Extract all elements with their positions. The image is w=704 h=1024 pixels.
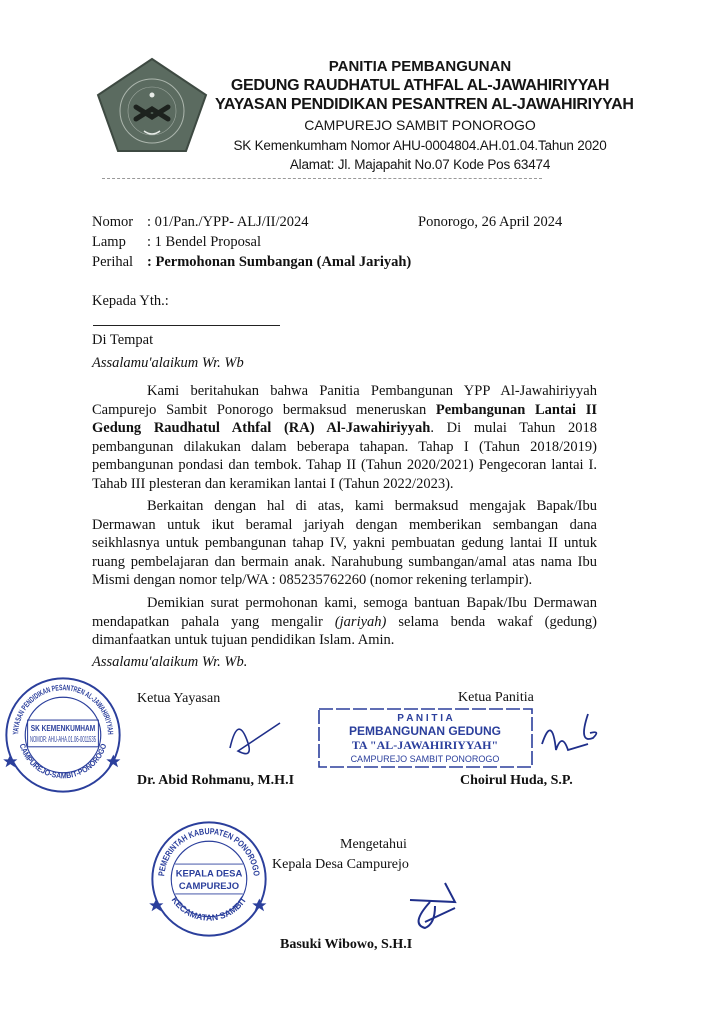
p3-text-b: selama benda wakaf (gedung) dimanfaatkan untuk tujuan pendidikan Islam. Amin. xyxy=(92,613,597,648)
stamp-bottom-center-1: KEPALA DESA xyxy=(175,868,243,880)
p3-italic: (jariyah) xyxy=(334,613,387,630)
stamp-bottom-ring-top: PEMERINTAH KABUPATEN PONOROGO xyxy=(156,826,262,878)
header-divider xyxy=(102,178,542,179)
foundation-logo xyxy=(92,55,212,155)
sig-left-name: Dr. Abid Rohmanu, M.H.I xyxy=(137,773,295,788)
p1-text-b: . Di mulai Tahun 2018 pembangunan dilakukan dalam beberapa tahapan. Tahap I (Tahun 2018/2019) pembangunan pondasi dan tembok. Tahap II (Tahun 2020/2021) Pengecoran lantai I. Tahab III plesteran dan keramikan lantai I (Tahun 2022/2023). xyxy=(92,420,597,492)
lamp-label: Lamp xyxy=(92,234,126,250)
recipient-blank-line xyxy=(93,325,280,326)
p3-text-a: Demikian surat permohonan kami, semoga bantuan Bapak/Ibu Dermawan mendapatkan pahala yang mengalir xyxy=(92,595,597,630)
letterhead-address: Alamat: Jl. Majapahit No.07 Kode Pos 63474 xyxy=(289,157,551,172)
paragraph-2: Berkaitan dengan hal di atas, kami bermaksud mengajak Bapak/Ibu Dermawan untuk ikut beramal jariyah dengan memberikan sembangan dana seikhlasnya untuk pembangunan tahap IV, yakni pembuatan gedung lantai II untuk ruang pembelajaran dan bermain anak. Narahubung sumbangan/amal atas nama Ibu Mismi dengan nomor telp/WA : 085235762260 (nomor rekening terlampir). xyxy=(92,498,597,588)
sig-bottom-title-2: Kepala Desa Campurejo xyxy=(272,857,409,872)
committee-stamp xyxy=(318,708,533,768)
sig-left-title: Ketua Yayasan xyxy=(137,691,221,706)
village-head-stamp xyxy=(150,820,268,938)
stamp-left-ring-top: YAYASAN PENDIDIKAN PESANTREN AL-JAWAHIRIYYAH xyxy=(11,683,115,737)
sig-right-title: Ketua Panitia xyxy=(458,690,534,705)
stamp-left-center-2: NOMOR: AHU-AHA.01.06-0011535 xyxy=(29,735,97,745)
stamp-right-line-3: TA "AL-JAWAHIRIYYAH" xyxy=(351,738,499,752)
meta-lamp xyxy=(92,233,261,251)
recipient-label: Kepada Yth.: xyxy=(92,293,169,309)
star-icon xyxy=(106,755,120,768)
stamp-right-line-2: PEMBANGUNAN GEDUNG xyxy=(348,724,502,738)
stamp-left-ring-bottom: CAMPUREJO-SAMBIT-PONOROGO xyxy=(17,741,109,781)
signature-bottom xyxy=(400,880,470,932)
p1-bold: Pembangunan Lantai II Gedung Raudhatul Athfal (RA) Al-Jawahiriyyah xyxy=(92,401,597,436)
paragraph-1 xyxy=(92,382,597,493)
stamp-bottom-ring-bottom: KECAMATAN SAMBIT xyxy=(169,894,249,923)
recipient-place: Di Tempat xyxy=(92,332,154,348)
nomor-label: Nomor xyxy=(92,214,134,230)
p1-text-a: Kami beritahukan bahwa Panitia Pembangunan YPP Al-Jawahiriyyah Campurejo Sambit Ponorogo bermaksud meneruskan xyxy=(92,383,597,418)
salutation-open: Assalamu'alaikum Wr. Wb xyxy=(92,355,244,371)
letterhead-line-2: GEDUNG RAUDHATUL ATHFAL AL-JAWAHIRIYYAH xyxy=(230,77,610,94)
sig-bottom-title-1: Mengetahui xyxy=(340,837,407,852)
sig-right-name: Choirul Huda, S.P. xyxy=(460,773,573,788)
meta-nomor xyxy=(92,213,309,231)
stamp-bottom-center-2: CAMPUREJO xyxy=(178,881,240,893)
perihal-value: Permohonan Sumbangan (Amal Jariyah) xyxy=(155,254,412,270)
letter-date: Ponorogo, 26 April 2024 xyxy=(418,214,563,230)
meta-perihal xyxy=(92,253,411,271)
signature-right xyxy=(538,704,608,764)
stamp-right-line-4: CAMPUREJO SAMBIT PONOROGO xyxy=(350,754,500,764)
lamp-value: : 1 Bendel Proposal xyxy=(147,234,261,250)
paragraph-3 xyxy=(92,594,597,650)
stamp-left-center-1: SK KEMENKUMHAM xyxy=(30,724,96,734)
letterhead-line-4: CAMPUREJO SAMBIT PONOROGO xyxy=(304,117,536,133)
sig-bottom-name: Basuki Wibowo, S.H.I xyxy=(280,937,413,952)
stamp-right-line-1: P A N I T I A xyxy=(397,713,453,724)
letterhead-line-1: PANITIA PEMBANGUNAN xyxy=(328,58,512,75)
foundation-stamp xyxy=(4,676,122,794)
star-icon xyxy=(252,899,266,912)
perihal-separator: : xyxy=(147,254,156,270)
signature-left xyxy=(225,708,285,758)
perihal-label: Perihal xyxy=(92,254,134,270)
salutation-close: Assalamu'alaikum Wr. Wb. xyxy=(92,654,248,670)
letterhead-line-3: YAYASAN PENDIDIKAN PESANTREN AL-JAWAHIRIYYAH xyxy=(215,96,634,113)
nomor-value: : 01/Pan./YPP- ALJ/II/2024 xyxy=(147,214,309,230)
letterhead-sk: SK Kemenkumham Nomor AHU-0004804.AH.01.04.Tahun 2020 xyxy=(233,138,607,153)
